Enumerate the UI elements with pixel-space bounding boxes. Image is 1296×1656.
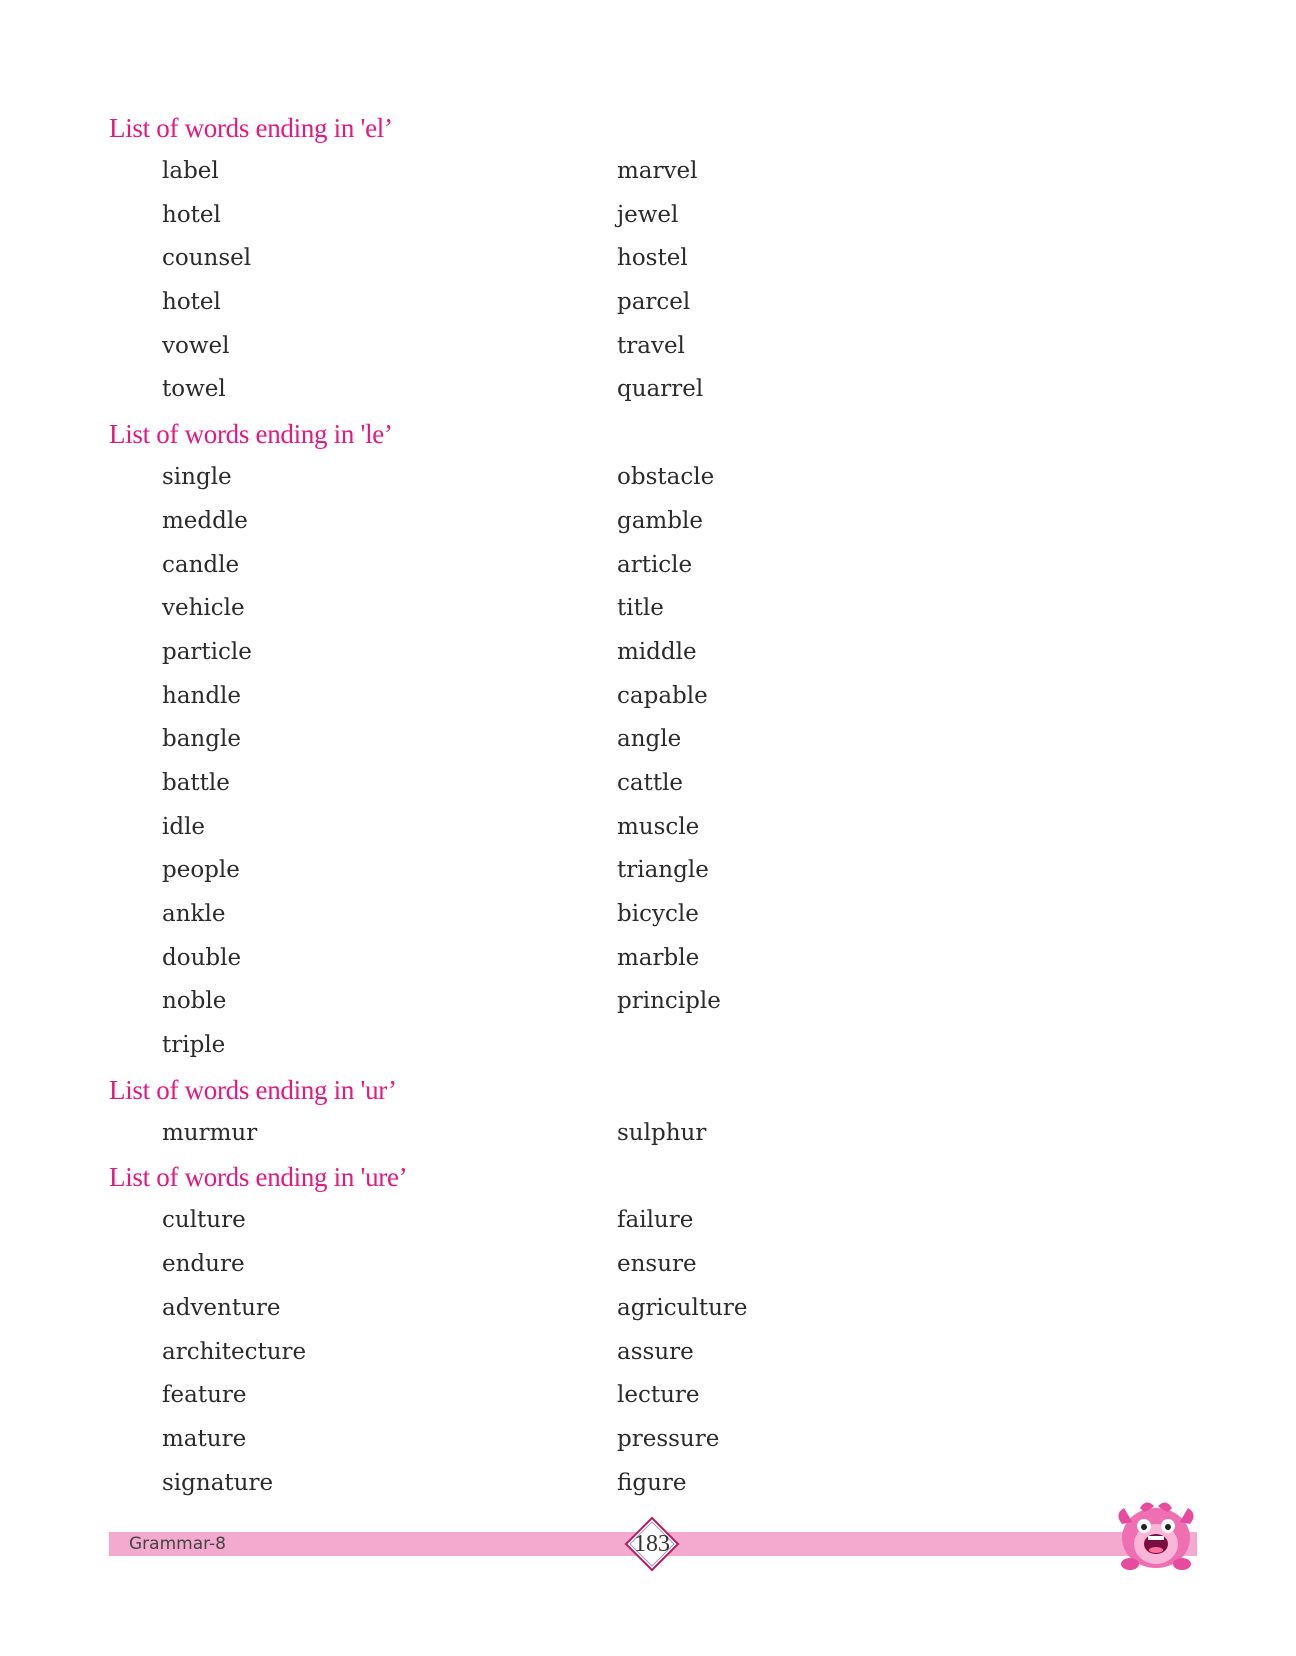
word: quarrel (617, 376, 704, 403)
word: failure (617, 1207, 694, 1234)
word: bangle (162, 726, 241, 753)
word-row (109, 1374, 1109, 1418)
word-lists (109, 106, 1109, 1505)
word-row (109, 500, 1109, 544)
word: muscle (617, 813, 700, 840)
word: architecture (162, 1338, 307, 1365)
word: noble (162, 988, 227, 1015)
word: feature (162, 1382, 247, 1409)
word: angle (617, 726, 682, 753)
word-row (109, 1112, 1109, 1156)
word: handle (162, 682, 242, 709)
word-row (109, 1243, 1109, 1287)
word-row (109, 893, 1109, 937)
word-row (109, 1287, 1109, 1331)
word: vehicle (162, 595, 245, 622)
word-row (109, 1331, 1109, 1375)
word-row (109, 980, 1109, 1024)
word-row (109, 1024, 1109, 1068)
word: assure (617, 1338, 694, 1365)
word: mature (162, 1425, 247, 1452)
word-row (109, 150, 1109, 194)
word: lecture (617, 1382, 700, 1409)
word: triangle (617, 857, 709, 884)
word: jewel (617, 201, 679, 228)
word-row (109, 587, 1109, 631)
word: travel (617, 332, 685, 359)
word-row (109, 1199, 1109, 1243)
word-row (109, 237, 1109, 281)
word-row (109, 937, 1109, 981)
word-row (109, 325, 1109, 369)
word: ensure (617, 1251, 697, 1278)
pink-monster-mascot-icon (1110, 1494, 1202, 1574)
word: title (617, 595, 664, 622)
word-row (109, 368, 1109, 412)
word-row (109, 281, 1109, 325)
word: cattle (617, 769, 684, 796)
word: sulphur (617, 1119, 707, 1146)
section-heading: List of words ending in 'el’ (109, 113, 393, 143)
word: murmur (162, 1119, 258, 1146)
word-row (109, 762, 1109, 806)
page-number: 183 (634, 1531, 670, 1557)
word-row (109, 631, 1109, 675)
word: ankle (162, 901, 226, 927)
word: battle (162, 769, 230, 796)
word: adventure (162, 1294, 281, 1321)
word-row (109, 718, 1109, 762)
word-row (109, 1418, 1109, 1462)
word-row (109, 675, 1109, 719)
word: marvel (617, 158, 698, 184)
word: towel (162, 376, 226, 403)
section-heading: List of words ending in 'ur’ (109, 1074, 397, 1105)
word: triple (162, 1032, 226, 1059)
word: gamble (617, 507, 703, 534)
word: single (162, 464, 232, 491)
word: article (617, 551, 693, 578)
word: hostel (617, 245, 688, 272)
word: capable (617, 682, 708, 709)
word-row (109, 806, 1109, 850)
word: pressure (617, 1425, 720, 1452)
word: vowel (162, 332, 230, 359)
word-row (109, 544, 1109, 588)
word: marble (617, 944, 700, 971)
word-row (109, 849, 1109, 893)
section-heading: List of words ending in 'ure’ (109, 1162, 408, 1193)
word: signature (162, 1469, 274, 1496)
word: agriculture (617, 1294, 748, 1321)
word: parcel (617, 289, 691, 316)
word: meddle (162, 507, 248, 534)
word: culture (162, 1207, 246, 1234)
book-title: Grammar-8 (129, 1534, 226, 1554)
word: hotel (162, 289, 221, 316)
section-heading: List of words ending in 'le’ (109, 419, 393, 450)
word-row (109, 194, 1109, 238)
word-row (109, 1462, 1109, 1506)
word: counsel (162, 245, 252, 272)
word: particle (162, 638, 252, 665)
word: idle (162, 813, 206, 840)
word: middle (617, 638, 697, 665)
word-row (109, 456, 1109, 500)
word: candle (162, 551, 240, 578)
word: hotel (162, 201, 221, 228)
word: label (162, 158, 219, 184)
word: obstacle (617, 464, 715, 491)
word: people (162, 857, 240, 884)
word: bicycle (617, 901, 699, 927)
word: principle (617, 988, 721, 1015)
word: endure (162, 1251, 245, 1278)
word: double (162, 944, 242, 971)
word: figure (617, 1469, 687, 1496)
